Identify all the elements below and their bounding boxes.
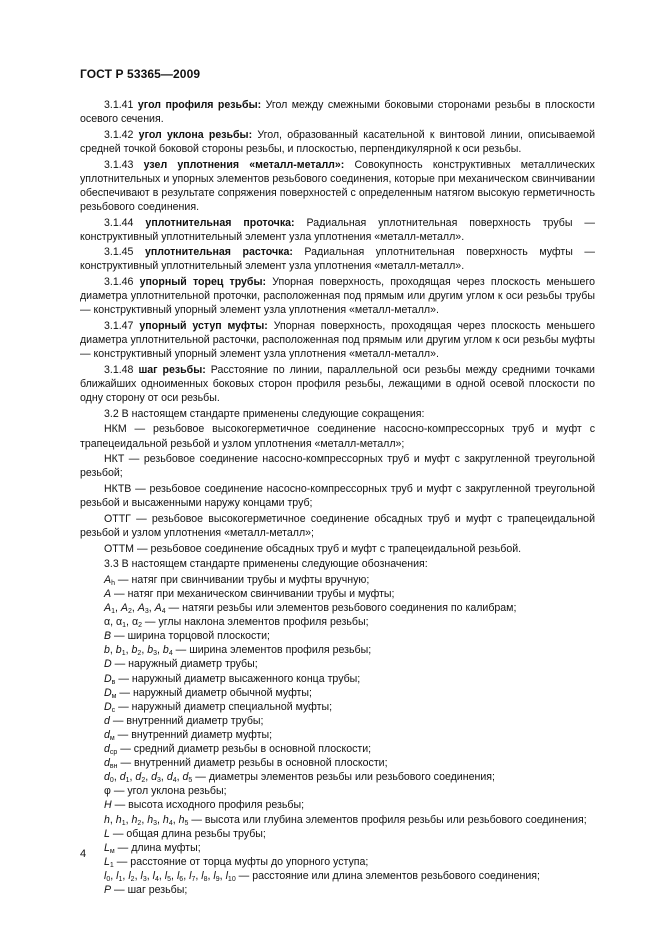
term-definition: Совокупность конструктивных металлических уплотнительных и упорных элементов резьбового соединения, которые при механическом свинчивании обеспечивают в результате сопряжения поверхностей с определенным натягом высокую герметичность резьбового соединения. <box>80 158 595 213</box>
symbol-separator: — <box>116 686 133 699</box>
symbol-letter: φ <box>104 785 111 798</box>
term-number: 3.1.47 <box>104 319 134 332</box>
symbol-entry <box>80 855 595 869</box>
symbol-letter: l <box>116 869 119 882</box>
term-entry <box>80 158 595 214</box>
symbol-letter: L <box>104 855 110 868</box>
symbol-letter: b <box>147 644 154 657</box>
abbreviation-entry: ОТТГ — резьбовое высокогерметичное соединение обсадных труб и муфт с трапецеидальной резьбой и узлом уплотнения «металл-металл»; <box>80 512 595 539</box>
symbol-letter: A <box>154 602 162 615</box>
symbol-entry <box>80 587 595 601</box>
symbol-entry <box>80 728 595 742</box>
symbols-list <box>80 573 595 897</box>
symbol-separator: — <box>111 588 128 600</box>
symbol-separator: — <box>141 616 159 629</box>
symbol-separator: — <box>115 672 132 685</box>
term-number: 3.1.42 <box>104 128 134 141</box>
symbol-letter: d <box>166 771 173 784</box>
symbol-subscript: 3 <box>153 819 158 827</box>
symbol-subscript: м <box>109 847 115 855</box>
symbol-letter: h <box>115 813 122 826</box>
symbol-separator: — <box>192 771 209 784</box>
symbol-subscript: 2 <box>130 875 135 883</box>
symbol-letter: b <box>131 644 138 657</box>
symbol-letter: H <box>104 799 112 812</box>
symbol-subscript: 4 <box>168 819 173 827</box>
abbreviation-entry: НКМ — резьбовое высокогерметичное соединение насосно-компрессорных труб и муфт с трапецеидальной резьбой и узлом уплотнения «металл-металл»; <box>80 423 595 450</box>
symbol-subscript: вн <box>109 763 118 771</box>
symbol-description: ширина торцовой плоскости; <box>127 630 270 643</box>
symbol-letter: D <box>104 672 112 685</box>
symbol-letter: L <box>104 841 110 854</box>
symbol-subscript: 3 <box>157 777 161 785</box>
symbol-description: средний диаметр резьбы в основной плоскости; <box>133 743 372 756</box>
symbol-letter: l <box>213 869 216 882</box>
symbol-separator: — <box>114 728 132 741</box>
symbol-subscript: 2 <box>141 777 146 785</box>
symbol-separator: — <box>111 630 128 643</box>
symbol-separator: — <box>111 883 128 896</box>
term-number: 3.1.48 <box>104 363 134 376</box>
symbol-entry <box>80 841 595 855</box>
symbol-letter: α <box>131 616 139 629</box>
symbol-subscript: 3 <box>153 650 158 658</box>
symbol-subscript: 0 <box>109 777 114 785</box>
symbol-letter: d <box>104 771 110 784</box>
symbol-subscript: 1 <box>109 861 114 869</box>
symbol-description: высота исходного профиля резьбы; <box>128 799 305 812</box>
symbol-subscript: 4 <box>172 777 177 785</box>
symbol-subscript: ср <box>109 749 118 757</box>
symbol-subscript: 6 <box>179 875 184 883</box>
symbol-letter: l <box>104 869 107 882</box>
symbol-entry <box>80 756 595 770</box>
symbol-entry <box>80 657 595 671</box>
symbol-separator: — <box>114 573 132 586</box>
symbol-entry: $l_0$, $l_1$, $l_2$, $l_3$, $l_4$, $l_5$, $l_6$, $l_7$, $l_8$, $l_9$, $l_{10}$ — расстояние или длина элементов резьбового соединения; <box>104 869 540 883</box>
symbol-description: наружный диаметр трубы; <box>128 658 258 671</box>
symbol-subscript: 1 <box>118 875 123 883</box>
symbol-letter: d <box>104 714 110 727</box>
symbol-separator: — <box>110 785 128 798</box>
symbol-letter: d <box>182 771 189 784</box>
symbol-separator: — <box>109 714 127 727</box>
abbreviations-intro: 3.2 В настоящем стандарте применены следующие сокращения: <box>104 407 425 420</box>
symbol-letter: l <box>140 869 143 882</box>
symbol-description: диаметры элементов резьбы или резьбового соединения; <box>208 771 495 784</box>
symbol-subscript: 7 <box>191 875 196 883</box>
term-name: узел уплотнения «металл-металл»: <box>143 158 345 171</box>
symbol-subscript: 1 <box>122 622 127 630</box>
symbol-entry <box>80 742 595 756</box>
term-number: 3.1.44 <box>104 216 134 229</box>
term-number: 3.1.41 <box>104 99 134 111</box>
symbol-description: натяг при механическом свинчивании трубы и муфты; <box>127 588 395 600</box>
symbol-letter: l <box>152 869 155 882</box>
symbol-letter: d <box>151 771 158 784</box>
symbol-subscript: с <box>111 706 116 714</box>
symbol-subscript: 2 <box>137 650 142 658</box>
symbol-subscript: 4 <box>154 875 159 883</box>
term-definition: Радиальная уплотнительная поверхность муфты — конструктивный уплотнительный элемент узла уплотнения «металл-металл». <box>80 246 595 273</box>
term-definition: Угол между смежными боковыми сторонами резьбы в плоскости осевого сечения. <box>80 99 595 126</box>
page-number: 4 <box>80 848 87 860</box>
symbol-description: внутренний диаметр трубы; <box>126 714 264 727</box>
symbol-separator: — <box>115 700 132 713</box>
symbol-entry <box>80 714 595 728</box>
term-definition: Упорная поверхность, проходящая через плоскость меньшего диаметра уплотнительной проточки, расположенная под прямым или другим углом к оси резьбы трубы — конструктивный упорный элемент узла уплотнения «металл-металл». <box>80 276 595 317</box>
term-entry <box>80 275 595 317</box>
symbol-description: ширина элементов профиля резьбы; <box>189 644 372 657</box>
symbol-letter: l <box>164 869 168 882</box>
symbol-letter: P <box>104 883 112 896</box>
term-name: шаг резьбы: <box>138 363 206 376</box>
term-entry <box>80 98 595 126</box>
term-name: уплотнительная проточка: <box>145 216 295 229</box>
symbol-subscript: 1 <box>121 819 126 827</box>
term-entry <box>80 128 595 156</box>
symbol-letter: l <box>225 869 228 882</box>
symbol-separator: — <box>114 841 132 854</box>
symbol-description: расстояние или длина элементов резьбового соединения; <box>252 869 540 882</box>
term-name: уплотнительная расточка: <box>145 246 293 259</box>
symbol-letter: l <box>189 869 192 882</box>
symbol-letter: L <box>104 827 110 840</box>
symbol-separator: — <box>109 827 127 840</box>
symbol-entry: h, $h_1$, $h_2$, $h_3$, $h_4$, $h_5$ — высота или глубина элементов профиля резьбы или резьбового соединения; <box>104 813 587 827</box>
symbol-subscript: 5 <box>167 875 172 883</box>
symbol-letter: h <box>147 813 154 826</box>
symbol-entry <box>80 883 595 897</box>
term-number: 3.1.46 <box>104 276 134 289</box>
term-name: упорный уступ муфты: <box>139 319 268 332</box>
symbol-separator: — <box>111 799 129 812</box>
symbol-subscript: 5 <box>184 819 189 827</box>
symbol-entry <box>80 629 595 643</box>
symbol-description: внутренний диаметр резьбы в основной плоскости; <box>133 757 388 770</box>
symbol-separator: — <box>117 743 134 756</box>
symbol-letter: A <box>104 573 112 586</box>
symbol-subscript: 8 <box>203 875 208 883</box>
term-entry <box>80 245 595 273</box>
abbreviations-list <box>80 422 595 555</box>
symbol-description: натяги резьбы или элементов резьбового соединения по калибрам; <box>182 602 517 615</box>
symbol-subscript: 0 <box>106 875 111 883</box>
symbol-separator: — <box>113 855 131 868</box>
term-name: угол профиля резьбы: <box>137 99 262 111</box>
symbol-description: общая длина резьбы трубы; <box>126 827 266 840</box>
term-name: упорный торец трубы: <box>139 276 267 289</box>
symbol-separator: — <box>172 644 190 657</box>
symbol-entry <box>80 700 595 714</box>
symbol-letter: d <box>104 757 110 770</box>
symbol-description: натяг при свинчивании трубы и муфты вручную; <box>131 573 370 586</box>
symbol-subscript: 2 <box>137 819 142 827</box>
term-number: 3.1.43 <box>104 158 134 171</box>
symbol-letter: A <box>120 602 128 615</box>
symbol-letter: b <box>115 644 122 657</box>
symbol-separator: — <box>235 869 253 882</box>
symbol-letter: D <box>104 658 112 671</box>
symbols-intro: 3.3 В настоящем стандарте применены следующие обозначения: <box>104 558 428 571</box>
symbol-subscript: 1 <box>121 650 126 658</box>
symbol-subscript: 9 <box>215 875 220 883</box>
symbol-letter: B <box>104 630 112 643</box>
symbol-entry: b, $b_1$, $b_2$, $b_3$, $b_4$ — ширина элементов профиля резьбы; <box>104 644 372 658</box>
symbol-subscript: 4 <box>168 650 173 658</box>
term-entry <box>80 319 595 361</box>
symbol-subscript: 2 <box>127 608 132 616</box>
symbol-description: внутренний диаметр муфты; <box>131 728 273 741</box>
symbol-letter: A <box>104 602 112 615</box>
symbol-separator: — <box>165 602 183 615</box>
symbol-entry <box>80 798 595 812</box>
symbol-description: наружный диаметр обычной муфты; <box>132 686 312 699</box>
document-header: ГОСТ Р 53365—2009 <box>80 67 201 81</box>
symbol-letter: A <box>137 602 145 615</box>
symbol-subscript: в <box>111 678 116 686</box>
term-name: угол уклона резьбы: <box>138 128 253 141</box>
symbol-letter: l <box>176 869 180 882</box>
symbol-letter: b <box>162 644 169 657</box>
symbol-description: длина муфты; <box>131 841 201 854</box>
symbol-subscript: 2 <box>138 622 142 630</box>
symbol-description: углы наклона элементов профиля резьбы; <box>158 616 369 629</box>
symbol-subscript: м <box>111 692 117 700</box>
abbreviation-entry: НКТВ — резьбовое соединение насосно-компрессорных труб и муфт с закругленной треугольной резьбой и высаженными наружу концами труб; <box>80 482 595 510</box>
symbol-subscript: 1 <box>125 777 130 785</box>
symbol-entry <box>80 827 595 841</box>
symbol-description: высота или глубина элементов профиля резьбы или резьбового соединения; <box>204 813 587 826</box>
symbol-letter: d <box>119 771 126 784</box>
abbreviation-entry: НКТ — резьбовое соединение насосно-компрессорных труб и муфт с закругленной треугольной резьбой; <box>80 453 595 480</box>
term-number: 3.1.45 <box>104 246 134 259</box>
symbol-letter: D <box>104 700 112 713</box>
symbol-letter: d <box>135 771 142 784</box>
symbol-description: наружный диаметр специальной муфты; <box>131 700 333 713</box>
symbol-letter: h <box>104 813 110 826</box>
symbol-entry <box>80 573 595 587</box>
symbol-letter: b <box>104 644 110 657</box>
symbol-description: наружный диаметр высаженного конца трубы; <box>131 672 361 685</box>
symbol-subscript: 3 <box>142 875 147 883</box>
symbol-subscript: 5 <box>188 777 193 785</box>
symbol-entry <box>80 686 595 700</box>
symbol-subscript: м <box>109 734 115 742</box>
symbol-subscript: 1 <box>111 608 115 616</box>
symbol-letter: h <box>162 813 169 826</box>
symbol-letter: α <box>104 616 111 629</box>
term-definition: Расстояние по линии, параллельной оси резьбы между средними точками ближайших одноименных боковых сторон профиля резьбы, лежащими в одной осевой плоскости по одну сторону от оси резьбы. <box>80 363 595 405</box>
symbol-subscript: 4 <box>161 608 166 616</box>
symbol-letter: d <box>104 743 110 756</box>
term-definition: Угол, образованный касательной к винтовой линии, описываемой средней точкой боковой стороны резьбы, и плоскостью, перпендикулярной к оси резьбы. <box>80 128 595 155</box>
terms-section <box>80 98 595 405</box>
symbol-letter: l <box>201 869 204 882</box>
symbol-letter: h <box>178 813 185 826</box>
symbol-letter: l <box>128 869 131 882</box>
symbol-subscript: 10 <box>227 875 236 883</box>
symbol-entry: α, $\alpha_1$, $\alpha_2$ — углы наклона элементов профиля резьбы; <box>104 616 369 630</box>
symbol-description: угол уклона резьбы; <box>127 785 227 798</box>
symbol-description: шаг резьбы; <box>127 883 188 896</box>
symbol-letter: h <box>131 813 138 826</box>
symbol-separator: — <box>111 658 129 671</box>
symbol-letter: A <box>104 588 112 600</box>
document-body <box>80 98 595 897</box>
symbol-separator: — <box>117 757 134 770</box>
term-entry <box>80 216 595 244</box>
symbol-entry: $A_1$, $A_2$, $A_3$, $A_4$ — натяги резьбы или элементов резьбового соединения по калибрам; <box>104 602 517 616</box>
symbol-entry <box>80 672 595 686</box>
term-definition: Радиальная уплотнительная поверхность трубы — конструктивный уплотнительный элемент узла уплотнения «металл-металл». <box>80 216 595 243</box>
symbol-letter: α <box>116 616 123 629</box>
abbreviation-entry: ОТТМ — резьбовое соединение обсадных труб и муфт с трапецеидальной резьбой. <box>104 542 522 555</box>
symbol-separator: — <box>188 813 205 826</box>
term-entry <box>80 363 595 405</box>
symbol-subscript: 3 <box>144 608 149 616</box>
symbol-letter: D <box>104 686 112 699</box>
term-definition: Упорная поверхность, проходящая через плоскость меньшего диаметра уплотнительной расточки, расположенная под прямым или другим углом к оси резьбы муфты — конструктивный упорный элемент узла уплотнения «металл-металл». <box>80 319 595 361</box>
symbol-subscript: h <box>111 579 115 587</box>
symbol-description: расстояние от торца муфты до упорного уступа; <box>130 855 369 868</box>
symbol-entry: $d_0$, $d_1$, $d_2$, $d_3$, $d_4$, $d_5$ — диаметры элементов резьбы или резьбового соединения; <box>104 771 495 785</box>
symbol-letter: d <box>104 728 110 741</box>
symbol-entry <box>80 784 595 798</box>
